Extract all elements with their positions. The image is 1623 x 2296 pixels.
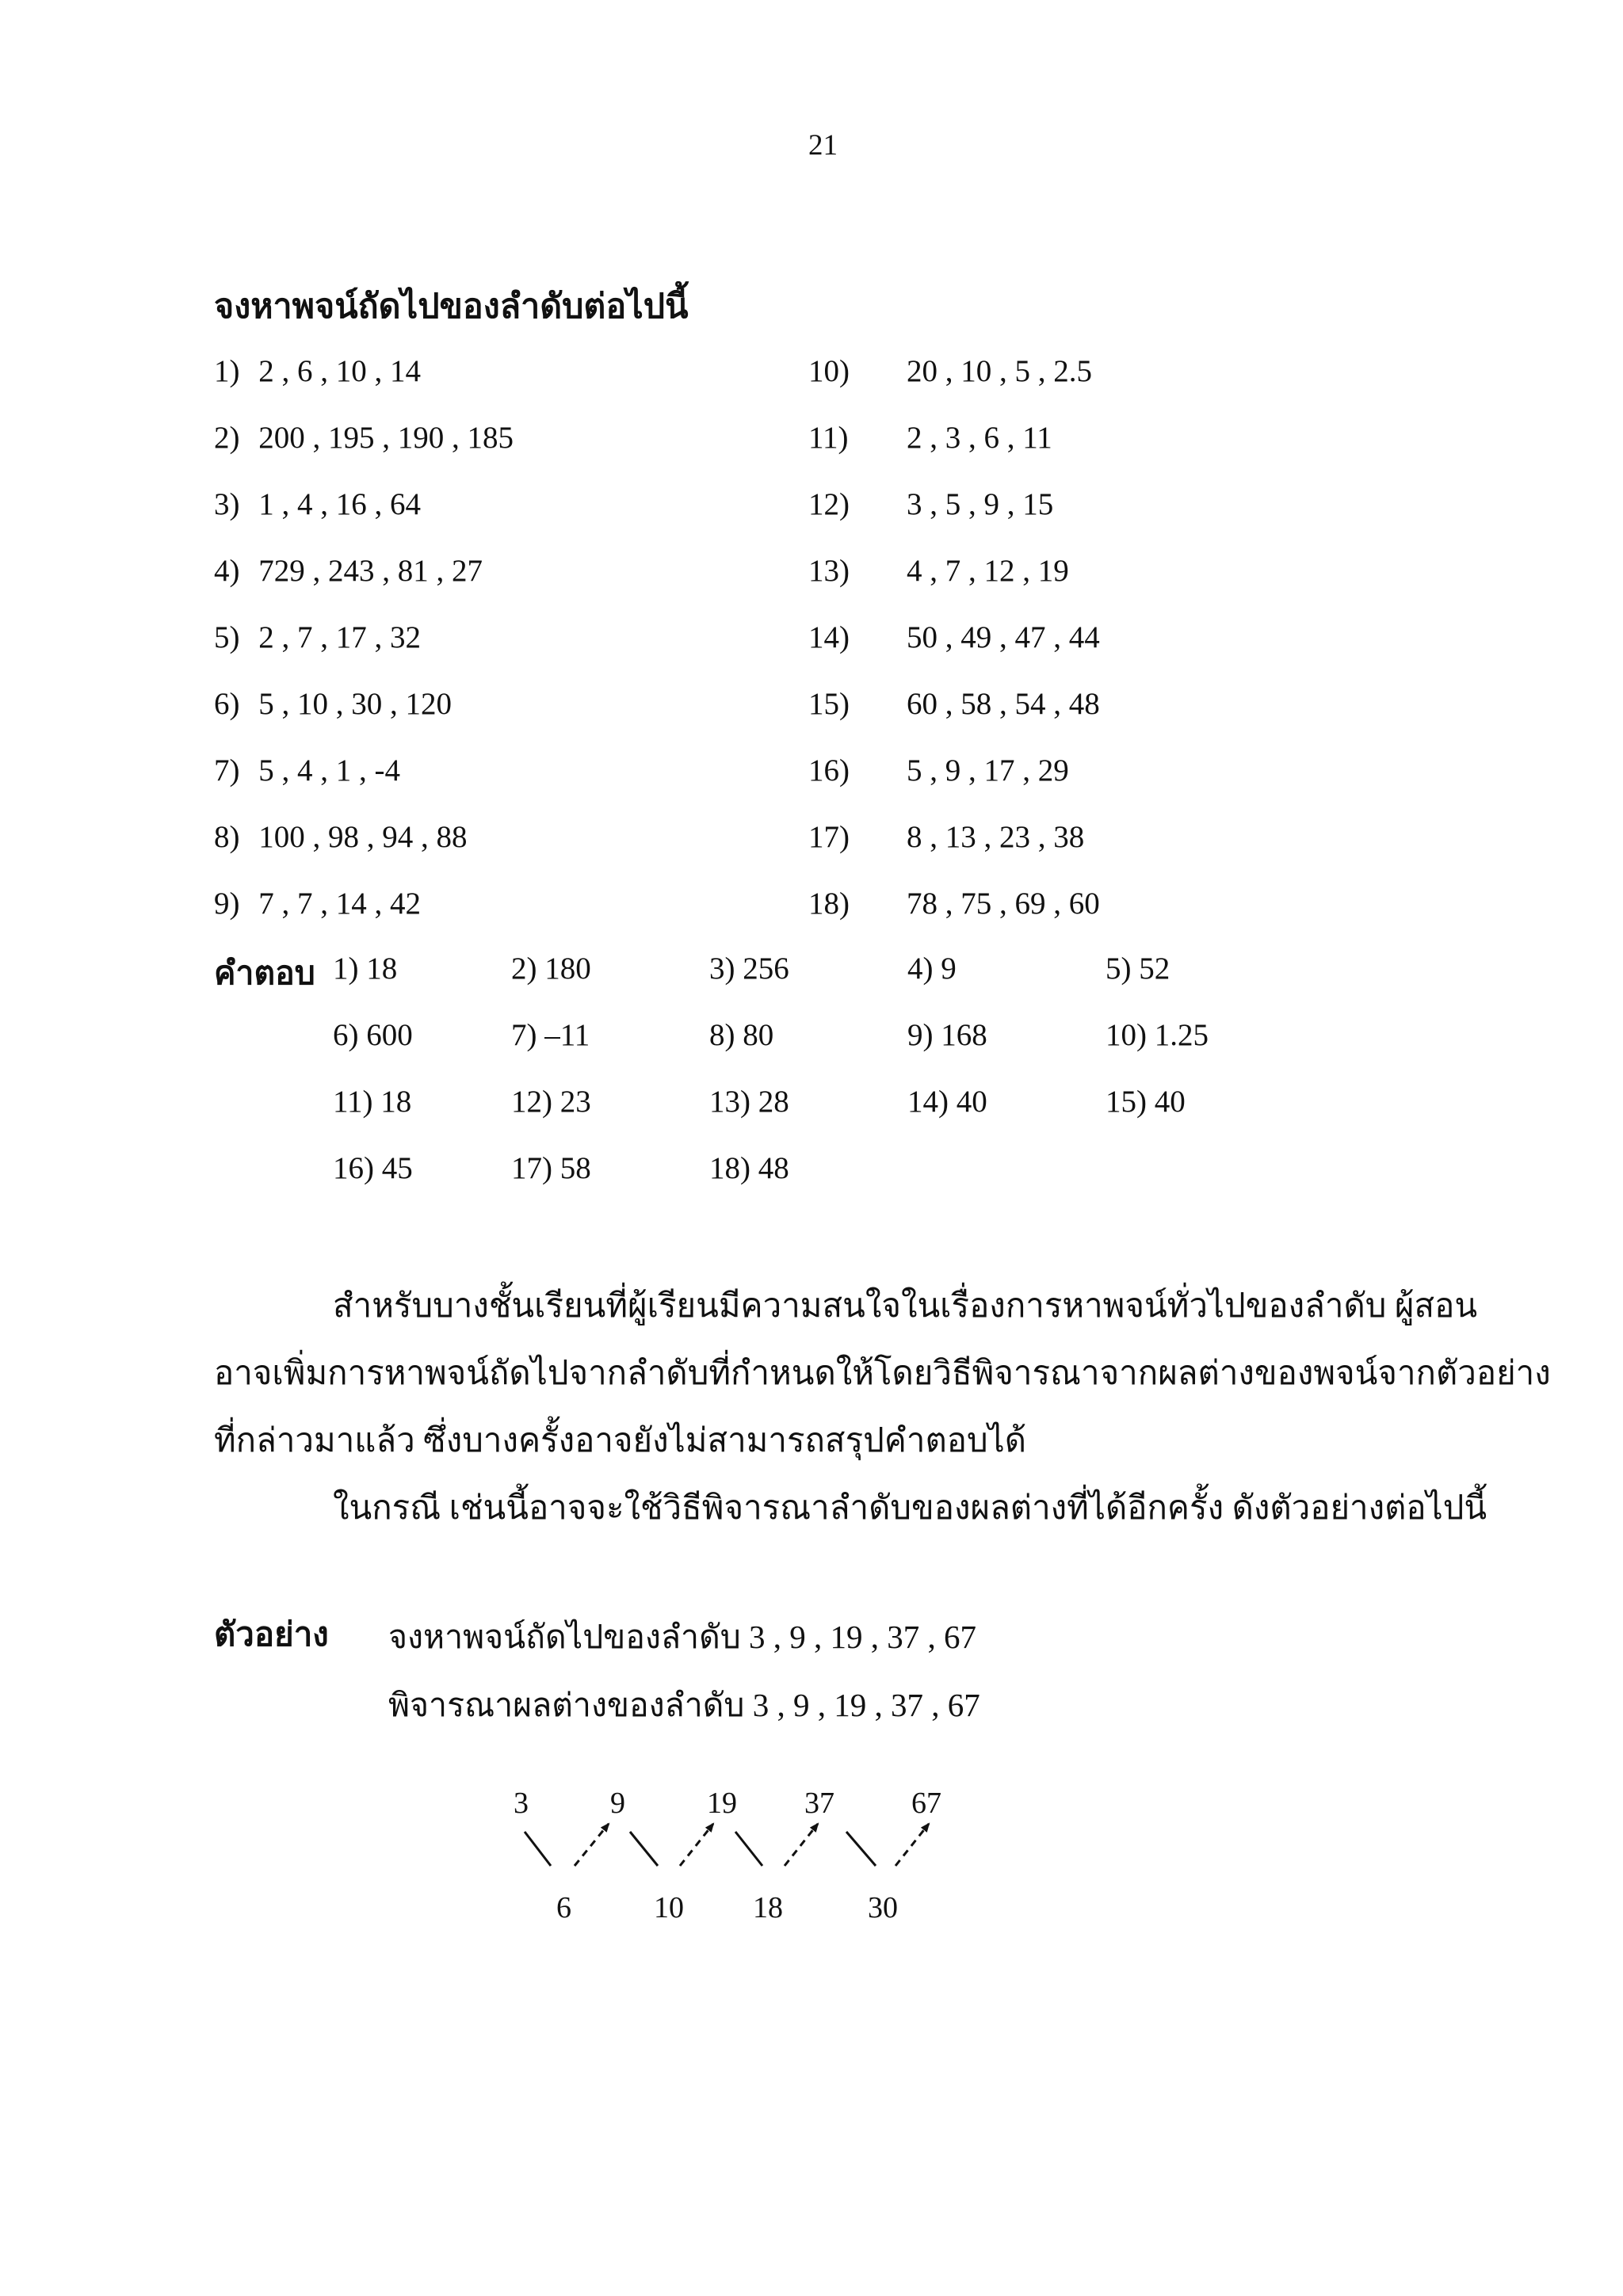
exercise-terms: 5 , 10 , 30 , 120 <box>258 687 452 721</box>
exercise-terms: 2 , 3 , 6 , 11 <box>907 421 1052 455</box>
exercise-terms: 100 , 98 , 94 , 88 <box>258 820 468 854</box>
exercise-item <box>808 486 1053 522</box>
page-number: 21 <box>808 129 838 162</box>
exercise-item <box>808 819 1084 855</box>
connector-line <box>630 1832 658 1866</box>
paragraph-line: ที่กล่าวมาแล้ว ซึ่งบางครั้งอาจยังไม่สามารถสรุปคำตอบได้ <box>214 1423 1027 1459</box>
exercise-terms: 4 , 7 , 12 , 19 <box>907 554 1069 588</box>
exercise-label: 13) <box>808 554 850 588</box>
exercise-item <box>808 686 1100 722</box>
example-line: จงหาพจน์ถัดไปของลำดับ 3 , 9 , 19 , 37 , 67 <box>388 1619 976 1655</box>
dashed-arrow <box>680 1824 713 1866</box>
exercise-terms: 20 , 10 , 5 , 2.5 <box>907 354 1092 388</box>
answer-item: 17) 58 <box>511 1151 591 1185</box>
exercise-label: 14) <box>808 620 850 654</box>
exercise-label: 10) <box>808 354 850 388</box>
exercise-item <box>214 486 421 522</box>
answer-item: 15) 40 <box>1106 1085 1186 1119</box>
answer-item: 14) 40 <box>907 1085 987 1119</box>
exercise-terms: 2 , 7 , 17 , 32 <box>258 620 421 654</box>
exercise-terms: 5 , 9 , 17 , 29 <box>907 753 1069 788</box>
exercise-item <box>214 420 514 456</box>
exercise-label: 15) <box>808 687 850 721</box>
answer-item: 6) 600 <box>333 1018 413 1052</box>
exercise-item <box>214 553 483 589</box>
paragraph-line: สำหรับบางชั้นเรียนที่ผู้เรียนมีความสนใจในเรื่องการหาพจน์ทั่วไปของลำดับ ผู้สอน <box>333 1288 1478 1325</box>
answer-item: 9) 168 <box>907 1018 987 1052</box>
answers-label: คำตอบ <box>214 955 315 991</box>
dashed-arrow <box>896 1824 929 1866</box>
exercise-item <box>214 886 421 921</box>
paragraph-line: ในกรณี เช่นนี้อาจจะใช้วิธีพิจารณาลำดับของผลต่างที่ได้อีกครั้ง ดังตัวอย่างต่อไปนี้ <box>333 1490 1487 1527</box>
exercise-item <box>808 353 1092 389</box>
exercise-label: 6) <box>214 687 240 721</box>
connector-line <box>846 1832 876 1866</box>
exercise-label: 4) <box>214 554 240 588</box>
exercise-label: 17) <box>808 820 850 854</box>
exercise-item <box>214 753 400 788</box>
answer-item: 8) 80 <box>709 1018 774 1052</box>
answer-item: 18) 48 <box>709 1151 789 1185</box>
sequence-term: 9 <box>610 1787 625 1820</box>
exercise-label: 16) <box>808 753 850 788</box>
answer-item: 5) 52 <box>1106 952 1170 986</box>
exercise-terms: 8 , 13 , 23 , 38 <box>907 820 1085 854</box>
sequence-term: 37 <box>804 1787 834 1820</box>
exercise-terms: 60 , 58 , 54 , 48 <box>907 687 1100 721</box>
exercise-terms: 2 , 6 , 10 , 14 <box>258 354 421 388</box>
exercise-terms: 5 , 4 , 1 , -4 <box>258 753 400 788</box>
exercise-terms: 7 , 7 , 14 , 42 <box>258 887 421 921</box>
exercise-terms: 78 , 75 , 69 , 60 <box>907 887 1100 921</box>
sequence-term: 3 <box>514 1787 529 1820</box>
difference-value: 10 <box>654 1891 684 1924</box>
dashed-arrow <box>575 1824 609 1866</box>
exercise-terms: 3 , 5 , 9 , 15 <box>907 487 1054 521</box>
connector-line <box>735 1832 762 1866</box>
answer-item: 16) 45 <box>333 1151 413 1185</box>
exercise-item <box>808 420 1052 456</box>
exercise-item <box>214 353 421 389</box>
answer-item: 12) 23 <box>511 1085 591 1119</box>
difference-value: 30 <box>868 1891 898 1924</box>
exercise-item <box>808 620 1100 655</box>
exercise-item <box>214 819 468 855</box>
sequence-term: 67 <box>911 1787 941 1820</box>
answer-item: 11) 18 <box>333 1085 412 1119</box>
example-label: ตัวอย่าง <box>214 1617 329 1653</box>
exercise-heading: จงหาพจน์ถัดไปของลำดับต่อไปนี้ <box>214 288 689 326</box>
answer-item: 2) 180 <box>511 952 591 986</box>
difference-value: 6 <box>556 1891 571 1924</box>
answer-item: 1) 18 <box>333 952 398 986</box>
dashed-arrow <box>785 1824 818 1866</box>
answer-item: 13) 28 <box>709 1085 789 1119</box>
exercise-label: 11) <box>808 421 849 455</box>
exercise-terms: 200 , 195 , 190 , 185 <box>258 421 514 455</box>
exercise-label: 9) <box>214 887 240 921</box>
exercise-label: 12) <box>808 487 850 521</box>
difference-diagram <box>475 1775 1030 1933</box>
answer-item: 7) –11 <box>511 1018 590 1052</box>
exercise-item <box>808 553 1069 589</box>
exercise-item <box>808 753 1069 788</box>
exercise-item <box>214 620 421 655</box>
exercise-label: 1) <box>214 354 240 388</box>
exercise-label: 18) <box>808 887 850 921</box>
sequence-term: 19 <box>707 1787 737 1820</box>
example-line: พิจารณาผลต่างของลำดับ 3 , 9 , 19 , 37 , 67 <box>388 1687 980 1723</box>
exercise-terms: 1 , 4 , 16 , 64 <box>258 487 421 521</box>
exercise-label: 7) <box>214 753 240 788</box>
exercise-item <box>808 886 1100 921</box>
difference-value: 18 <box>753 1891 783 1924</box>
exercise-item <box>214 686 452 722</box>
answer-item: 10) 1.25 <box>1106 1018 1209 1052</box>
connector-line <box>525 1832 551 1866</box>
exercise-label: 3) <box>214 487 240 521</box>
exercise-terms: 50 , 49 , 47 , 44 <box>907 620 1100 654</box>
exercise-label: 2) <box>214 421 240 455</box>
exercise-label: 5) <box>214 620 240 654</box>
paragraph-line: อาจเพิ่มการหาพจน์ถัดไปจากลำดับที่กำหนดให้โดยวิธีพิจารณาจากผลต่างของพจน์จากตัวอย่าง <box>214 1356 1551 1392</box>
answer-item: 4) 9 <box>907 952 957 986</box>
exercise-terms: 729 , 243 , 81 , 27 <box>258 554 483 588</box>
answer-item: 3) 256 <box>709 952 789 986</box>
exercise-label: 8) <box>214 820 240 854</box>
